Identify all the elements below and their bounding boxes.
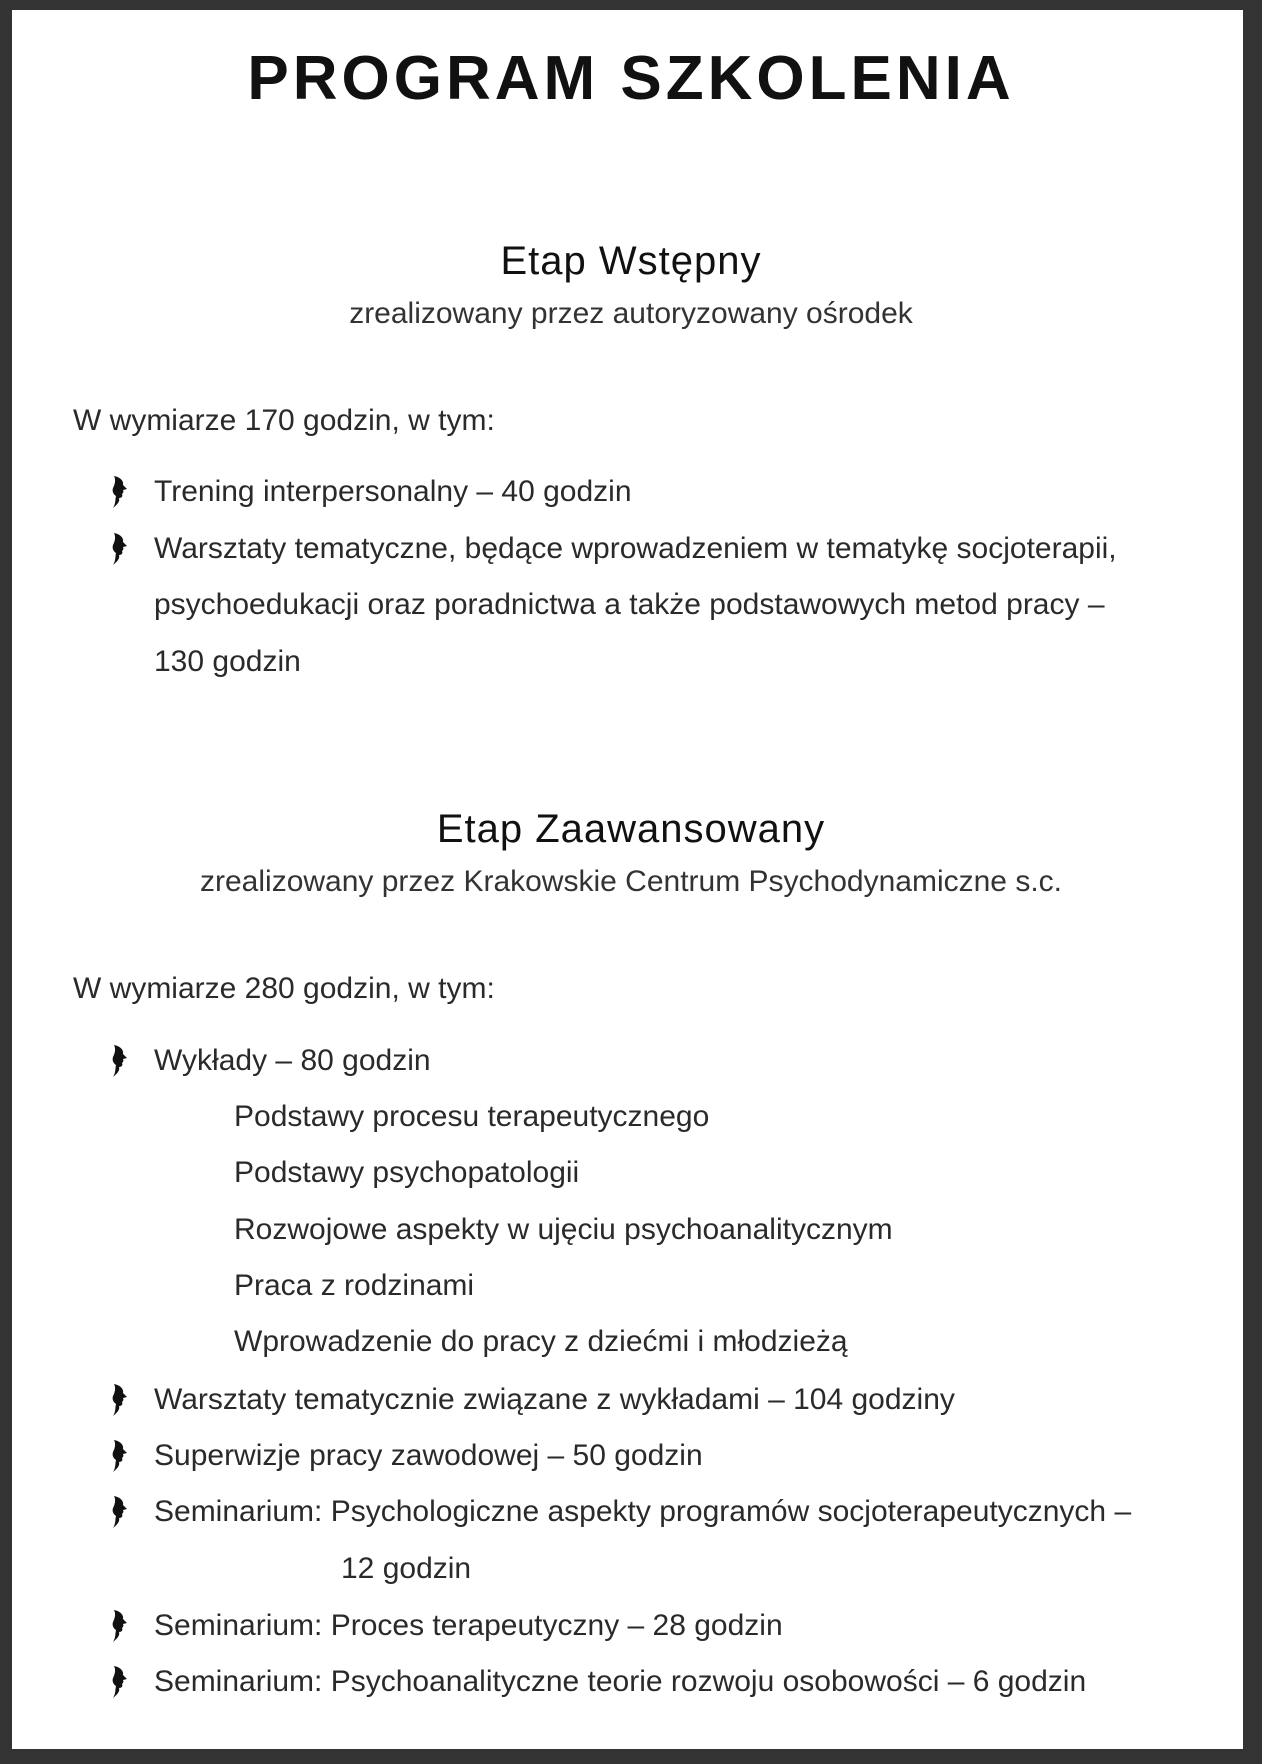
- lecture-topic: Podstawy psychopatologii: [234, 1156, 580, 1189]
- face-bullet-icon: [110, 474, 130, 510]
- face-bullet-icon: [110, 1494, 130, 1530]
- lecture-topic: Praca z rodzinami: [234, 1269, 475, 1302]
- stage2-subtitle: zrealizowany przez Krakowskie Centrum Psychodynamiczne s.c.: [200, 865, 1062, 898]
- list-item: Seminarium: Psychoanalityczne teorie rozwoju osobowości – 6 godzin: [154, 1665, 1087, 1698]
- face-bullet-icon: [110, 531, 130, 567]
- stage1-subtitle: zrealizowany przez autoryzowany ośrodek: [349, 297, 913, 330]
- stage1-intro: W wymiarze 170 godzin, w tym:: [73, 404, 495, 437]
- lecture-topic: Podstawy procesu terapeutycznego: [234, 1100, 710, 1133]
- list-item: Seminarium: Psychologiczne aspekty programów socjoterapeutycznych –: [154, 1495, 1132, 1528]
- list-item-continued: 12 godzin: [341, 1552, 472, 1585]
- lecture-topic: Rozwojowe aspekty w ujęciu psychoanalitycznym: [234, 1213, 893, 1246]
- face-bullet-icon: [110, 1438, 130, 1474]
- stage2-intro: W wymiarze 280 godzin, w tym:: [73, 972, 495, 1005]
- face-bullet-icon: [110, 1664, 130, 1700]
- face-bullet-icon: [110, 1043, 130, 1079]
- list-item: Superwizje pracy zawodowej – 50 godzin: [154, 1439, 703, 1472]
- list-item: Seminarium: Proces terapeutyczny – 28 godzin: [154, 1609, 783, 1642]
- stage1-heading: Etap Wstępny: [500, 239, 762, 283]
- list-item: Trening interpersonalny – 40 godzin: [154, 475, 632, 508]
- face-bullet-icon: [110, 1382, 130, 1418]
- list-item: Wykłady – 80 godzin: [154, 1044, 431, 1077]
- page-title: PROGRAM SZKOLENIA: [247, 44, 1015, 113]
- list-item: Warsztaty tematycznie związane z wykładami – 104 godziny: [154, 1383, 955, 1416]
- face-bullet-icon: [110, 1608, 130, 1644]
- lecture-topic: Wprowadzenie do pracy z dziećmi i młodzieżą: [234, 1325, 848, 1358]
- list-item-continued: 130 godzin: [154, 645, 301, 678]
- list-item: Warsztaty tematyczne, będące wprowadzeniem w tematykę socjoterapii,: [154, 532, 1117, 565]
- list-item-continued: psychoedukacji oraz poradnictwa a także podstawowych metod pracy –: [154, 588, 1105, 621]
- stage2-heading: Etap Zaawansowany: [436, 807, 826, 851]
